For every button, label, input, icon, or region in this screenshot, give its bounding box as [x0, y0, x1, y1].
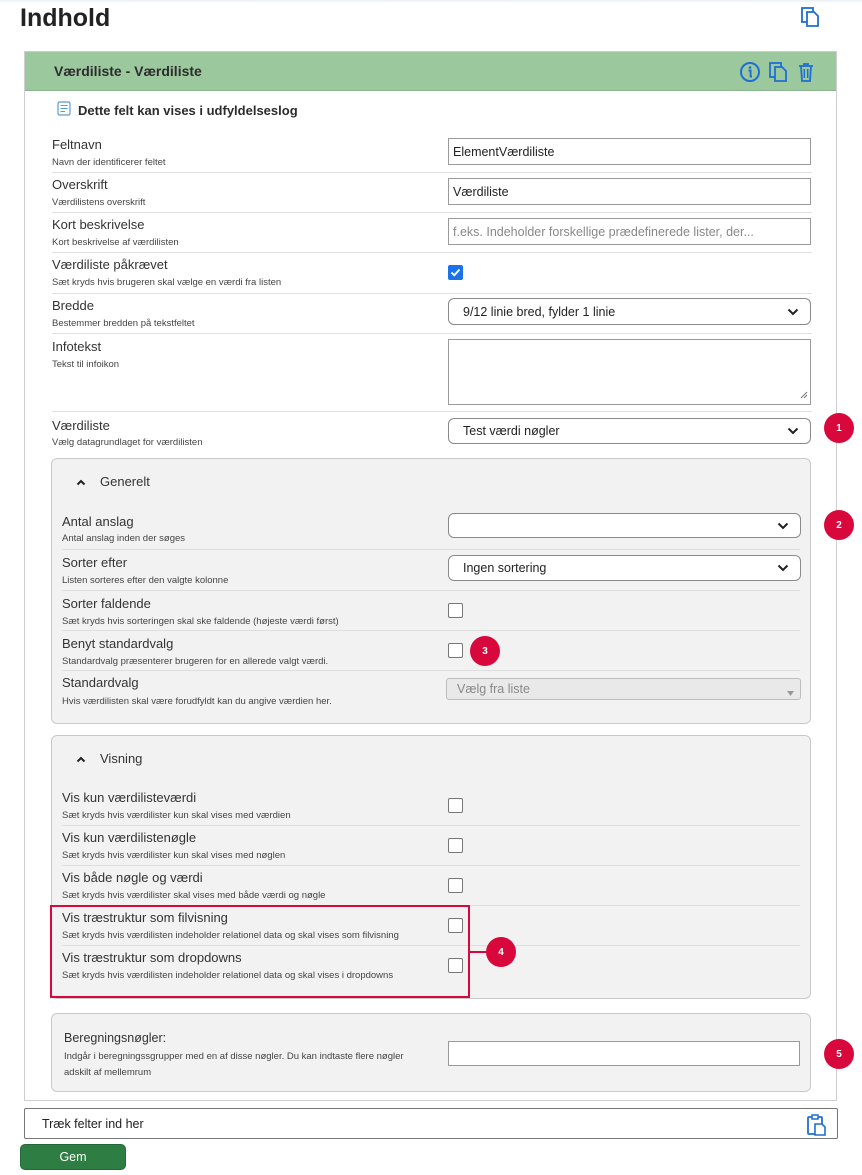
log-note [57, 101, 298, 119]
info-icon[interactable] [738, 60, 762, 84]
beregning-input[interactable] [448, 1041, 800, 1066]
section-header[interactable] [76, 474, 150, 489]
card-header [25, 52, 836, 91]
caret-down-icon [787, 686, 794, 700]
field-hint: Sæt kryds hvis værdilisten indeholder relationel data og skal vises som filvisning [62, 930, 399, 941]
chevron-down-icon [777, 519, 789, 533]
marker-3: 3 [470, 636, 500, 666]
field-hint: Listen sorteres efter den valgte kolonne [62, 575, 229, 586]
beregning-label: Beregningsnøgler: [64, 1031, 167, 1045]
field-hint: Sæt kryds hvis værdilister kun skal vises med nøglen [62, 850, 286, 861]
copy-icon[interactable] [798, 5, 822, 29]
vis-kun-vaerdi-checkbox[interactable] [448, 798, 463, 813]
standardvalg-select [446, 678, 801, 700]
trash-icon[interactable] [794, 60, 818, 84]
bredde-value: 9/12 linie bred, fylder 1 linie [463, 304, 616, 319]
field-label: Feltnavn [52, 137, 102, 152]
row-vis-kun-vaerdi [62, 786, 800, 826]
vaerdiliste-select[interactable] [448, 418, 811, 444]
sorter-efter-value: Ingen sortering [463, 561, 547, 575]
field-hint: Hvis værdilisten skal være forudfyldt kan du angive værdien her. [62, 696, 332, 707]
chevron-up-icon[interactable] [76, 474, 86, 489]
chevron-down-icon [787, 305, 799, 319]
field-hint: Kort beskrivelse af værdilisten [52, 237, 179, 248]
field-label: Kort beskrivelse [52, 217, 145, 232]
field-row-infotekst [52, 334, 812, 412]
field-hint: Navn der identificerer feltet [52, 157, 166, 168]
field-hint: Sæt kryds hvis værdilisten indeholder relationel data og skal vises i dropdowns [62, 970, 394, 981]
section-beregning [51, 1013, 811, 1092]
feltnavn-input[interactable]: ElementVærdiliste [448, 138, 811, 165]
field-hint: Sæt kryds hvis brugeren skal vælge en værdi fra listen [52, 277, 282, 288]
field-label: Antal anslag [62, 514, 134, 529]
field-hint: Sæt kryds hvis værdilister kun skal vises med værdien [62, 810, 291, 821]
field-label: Vis kun værdilistenøgle [62, 830, 197, 845]
top-edge [0, 0, 862, 3]
chevron-down-icon [787, 424, 799, 438]
field-hint: Standardvalg præsenterer brugeren for en allerede valgt værdi. [62, 656, 329, 667]
resize-handle-icon[interactable] [799, 388, 808, 402]
field-row-bredde [52, 294, 812, 334]
drop-zone[interactable] [24, 1108, 838, 1139]
beregning-hint-line1: Indgår i beregningssgrupper med en af disse nøgler. Du kan indtaste flere nøgler [64, 1051, 404, 1062]
section-title: Generelt [100, 474, 150, 489]
field-hint: Antal anslag inden der søges [62, 533, 186, 544]
field-hint: Sæt kryds hvis sorteringen skal ske faldende (højeste værdi først) [62, 616, 339, 627]
marker-2: 2 [824, 510, 854, 540]
vis-begge-checkbox[interactable] [448, 878, 463, 893]
marker-4: 4 [486, 937, 516, 967]
card-title: Værdiliste - Værdiliste [54, 63, 202, 79]
field-hint: Vælg datagrundlaget for værdilisten [52, 437, 203, 448]
beregning-hint-line2: adskilt af mellemrum [64, 1067, 152, 1078]
row-benyt-standardvalg [62, 631, 800, 671]
field-row-kort-beskrivelse [52, 213, 812, 253]
drop-zone-text: Træk felter ind her [42, 1117, 144, 1131]
field-hint: Værdilistens overskrift [52, 197, 146, 208]
field-label: Vis kun værdilisteværdi [62, 790, 197, 805]
field-label: Standardvalg [62, 675, 139, 690]
field-label: Infotekst [52, 339, 102, 354]
paakraevet-checkbox[interactable] [448, 265, 463, 280]
clipboard-icon[interactable] [804, 1113, 828, 1137]
vaerdiliste-value: Test værdi nøgler [463, 424, 560, 438]
list-icon [57, 101, 71, 119]
field-label: Vis både nøgle og værdi [62, 870, 203, 885]
save-button[interactable]: Gem [20, 1144, 126, 1170]
section-generelt [51, 458, 811, 724]
chevron-up-icon[interactable] [76, 751, 86, 766]
section-header[interactable] [76, 751, 142, 766]
row-sorter-faldende [62, 591, 800, 631]
overskrift-input[interactable]: Værdiliste [448, 178, 811, 205]
field-label: Benyt standardvalg [62, 636, 174, 651]
field-label: Vis træstruktur som dropdowns [62, 950, 242, 965]
sorter-faldende-checkbox[interactable] [448, 603, 463, 618]
field-label: Overskrift [52, 177, 108, 192]
row-vis-begge [62, 866, 800, 906]
field-hint: Sæt kryds hvis værdilister skal vises med både værdi og nøgle [62, 890, 326, 901]
field-hint: Bestemmer bredden på tekstfeltet [52, 318, 195, 329]
sorter-efter-select[interactable] [448, 555, 801, 581]
bredde-select[interactable] [448, 298, 811, 325]
infotekst-textarea[interactable] [448, 339, 811, 405]
row-vis-kun-noegle [62, 826, 800, 866]
row-standardvalg [62, 671, 800, 717]
page-title: Indhold [20, 4, 111, 32]
standardvalg-value: Vælg fra liste [457, 682, 530, 696]
field-label: Vis træstruktur som filvisning [62, 910, 228, 925]
row-antal-anslag [62, 507, 800, 550]
kort-beskrivelse-input[interactable]: f.eks. Indeholder forskellige prædefinerede lister, der... [448, 218, 811, 245]
field-label: Sorter efter [62, 555, 128, 570]
field-label: Bredde [52, 298, 94, 313]
marker-5: 5 [824, 1039, 854, 1069]
field-row-vaerdiliste [52, 412, 812, 452]
chevron-down-icon [777, 561, 789, 575]
vis-kun-noegle-checkbox[interactable] [448, 838, 463, 853]
field-row-overskrift [52, 173, 812, 213]
field-row-feltnavn [52, 133, 812, 173]
field-label: Sorter faldende [62, 596, 151, 611]
field-label: Værdiliste [52, 418, 110, 433]
field-hint: Tekst til infoikon [52, 359, 120, 370]
field-label: Værdiliste påkrævet [52, 257, 168, 272]
duplicate-icon[interactable] [766, 60, 790, 84]
row-sorter-efter [62, 550, 800, 591]
antal-anslag-select[interactable] [448, 513, 801, 538]
benyt-standardvalg-checkbox[interactable] [448, 643, 463, 658]
marker-1: 1 [824, 413, 854, 443]
highlight-box [50, 905, 470, 998]
field-row-paakraevet [52, 253, 812, 294]
log-note-text: Dette felt kan vises i udfyldelseslog [78, 102, 298, 118]
section-title: Visning [100, 751, 143, 766]
